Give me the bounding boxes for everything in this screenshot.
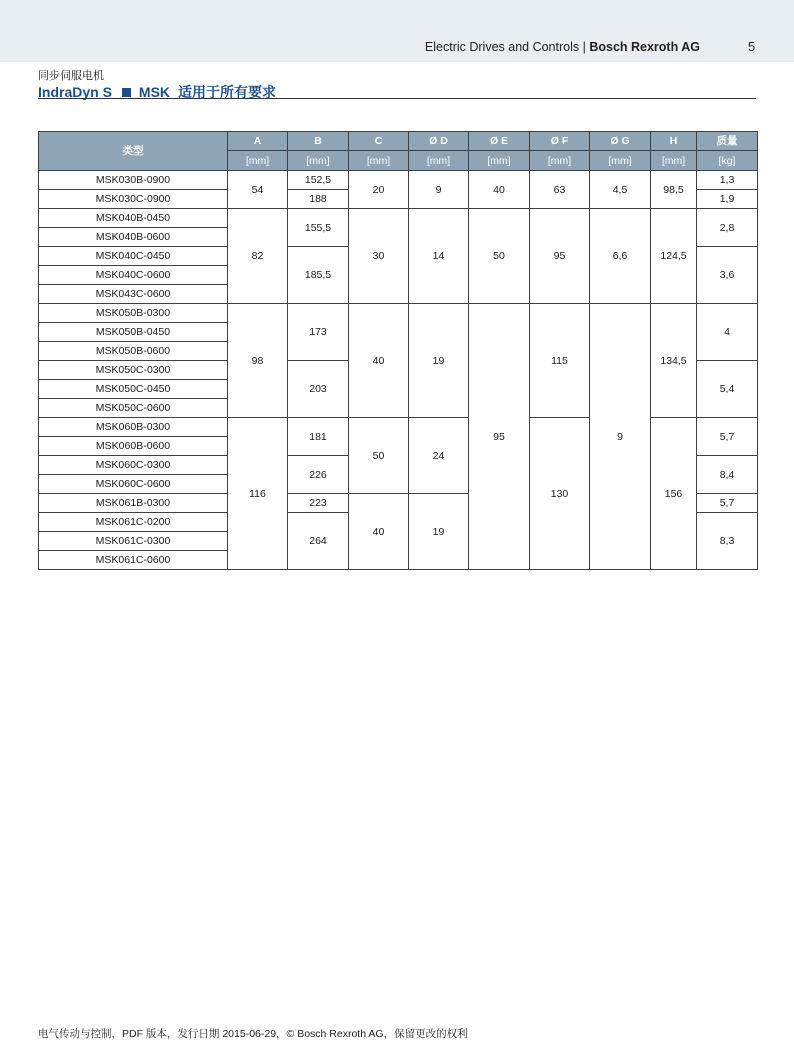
- type-cell: MSK060C-0300: [39, 456, 228, 475]
- type-cell: MSK061C-0300: [39, 532, 228, 551]
- unit-c: [mm]: [349, 151, 409, 171]
- type-cell: MSK061C-0200: [39, 513, 228, 532]
- table-row: [39, 171, 758, 190]
- header-section: Electric Drives and Controls |: [424, 40, 590, 54]
- b-cell: 203: [288, 361, 349, 418]
- b-cell: 173: [288, 304, 349, 361]
- col-header-f: Ø F: [530, 132, 590, 151]
- type-cell: MSK060C-0600: [39, 475, 228, 494]
- f-cell: 95: [530, 209, 590, 304]
- c-cell: 40: [349, 494, 409, 570]
- a-cell: 98: [228, 304, 288, 418]
- col-header-a: A: [228, 132, 288, 151]
- title-divider: [38, 98, 756, 99]
- b-cell: 223: [288, 494, 349, 513]
- mass-cell: 4: [697, 304, 758, 361]
- col-header-e: Ø E: [469, 132, 530, 151]
- header-brand: Bosch Rexroth AG: [589, 40, 700, 54]
- unit-b: [mm]: [288, 151, 349, 171]
- mass-cell: 5,4: [697, 361, 758, 418]
- page-title: [38, 82, 276, 102]
- table-row: [39, 209, 758, 228]
- d-cell: 14: [409, 209, 469, 304]
- a-cell: 116: [228, 418, 288, 570]
- g-cell: 9: [590, 304, 651, 570]
- title-model: MSK: [138, 84, 171, 100]
- section-subtitle: 同步伺服电机: [38, 70, 104, 82]
- col-header-type: 类型: [39, 132, 228, 171]
- mass-cell: 1,9: [697, 190, 758, 209]
- b-cell: 226: [288, 456, 349, 494]
- col-header-c: C: [349, 132, 409, 151]
- d-cell: 24: [409, 418, 469, 494]
- type-cell: MSK040B-0600: [39, 228, 228, 247]
- unit-g: [mm]: [590, 151, 651, 171]
- unit-d: [mm]: [409, 151, 469, 171]
- f-cell: 130: [530, 418, 590, 570]
- type-cell: MSK050C-0450: [39, 380, 228, 399]
- d-cell: 9: [409, 171, 469, 209]
- h-cell: 156: [651, 418, 697, 570]
- mass-cell: 3,6: [697, 247, 758, 304]
- type-cell: MSK050B-0600: [39, 342, 228, 361]
- c-cell: 40: [349, 304, 409, 418]
- type-cell: MSK050C-0600: [39, 399, 228, 418]
- b-cell: 155,5: [288, 209, 349, 247]
- unit-f: [mm]: [530, 151, 590, 171]
- mass-cell: 8,4: [697, 456, 758, 494]
- f-cell: 63: [530, 171, 590, 209]
- col-header-mass: 质量: [697, 132, 758, 151]
- mass-cell: 2,8: [697, 209, 758, 247]
- d-cell: 19: [409, 494, 469, 570]
- title-product: IndraDyn S: [38, 84, 112, 100]
- b-cell: 185,5: [288, 247, 349, 304]
- square-bullet-icon: [122, 88, 131, 97]
- g-cell: 4,5: [590, 171, 651, 209]
- type-cell: MSK030B-0900: [39, 171, 228, 190]
- type-cell: MSK043C-0600: [39, 285, 228, 304]
- c-cell: 20: [349, 171, 409, 209]
- h-cell: 124,5: [651, 209, 697, 304]
- a-cell: 82: [228, 209, 288, 304]
- mass-cell: 5,7: [697, 494, 758, 513]
- d-cell: 19: [409, 304, 469, 418]
- b-cell: 264: [288, 513, 349, 570]
- type-cell: MSK040B-0450: [39, 209, 228, 228]
- type-cell: MSK061C-0600: [39, 551, 228, 570]
- h-cell: 98,5: [651, 171, 697, 209]
- unit-mass: [kg]: [697, 151, 758, 171]
- type-cell: MSK040C-0600: [39, 266, 228, 285]
- mass-cell: 1,3: [697, 171, 758, 190]
- col-header-g: Ø G: [590, 132, 651, 151]
- dimensions-table: [38, 131, 758, 570]
- title-tagline: 适用于所有要求: [178, 84, 277, 100]
- b-cell: 152,5: [288, 171, 349, 190]
- type-cell: MSK050B-0300: [39, 304, 228, 323]
- c-cell: 50: [349, 418, 409, 494]
- type-cell: MSK060B-0300: [39, 418, 228, 437]
- b-cell: 188: [288, 190, 349, 209]
- page-number: 5: [748, 39, 756, 54]
- table-row: [39, 304, 758, 323]
- col-header-h: H: [651, 132, 697, 151]
- unit-h: [mm]: [651, 151, 697, 171]
- mass-cell: 5,7: [697, 418, 758, 456]
- type-cell: MSK061B-0300: [39, 494, 228, 513]
- type-cell: MSK030C-0900: [39, 190, 228, 209]
- type-cell: MSK050C-0300: [39, 361, 228, 380]
- page-footer: 电气传动与控制，PDF 版本，发行日期 2015-06-29，© Bosch Rexroth AG，保留更改的权利: [38, 1028, 468, 1040]
- type-cell: MSK040C-0450: [39, 247, 228, 266]
- mass-cell: 8,3: [697, 513, 758, 570]
- b-cell: 181: [288, 418, 349, 456]
- unit-a: [mm]: [228, 151, 288, 171]
- e-cell: 50: [469, 209, 530, 304]
- h-cell: 134,5: [651, 304, 697, 418]
- table-header-row: [39, 132, 758, 151]
- a-cell: 54: [228, 171, 288, 209]
- col-header-b: B: [288, 132, 349, 151]
- g-cell: 6,6: [590, 209, 651, 304]
- col-header-d: Ø D: [409, 132, 469, 151]
- table-row: [39, 418, 758, 437]
- type-cell: MSK050B-0450: [39, 323, 228, 342]
- header-text: [425, 40, 700, 54]
- f-cell: 115: [530, 304, 590, 418]
- unit-e: [mm]: [469, 151, 530, 171]
- e-cell: 40: [469, 171, 530, 209]
- c-cell: 30: [349, 209, 409, 304]
- e-cell: 95: [469, 304, 530, 570]
- type-cell: MSK060B-0600: [39, 437, 228, 456]
